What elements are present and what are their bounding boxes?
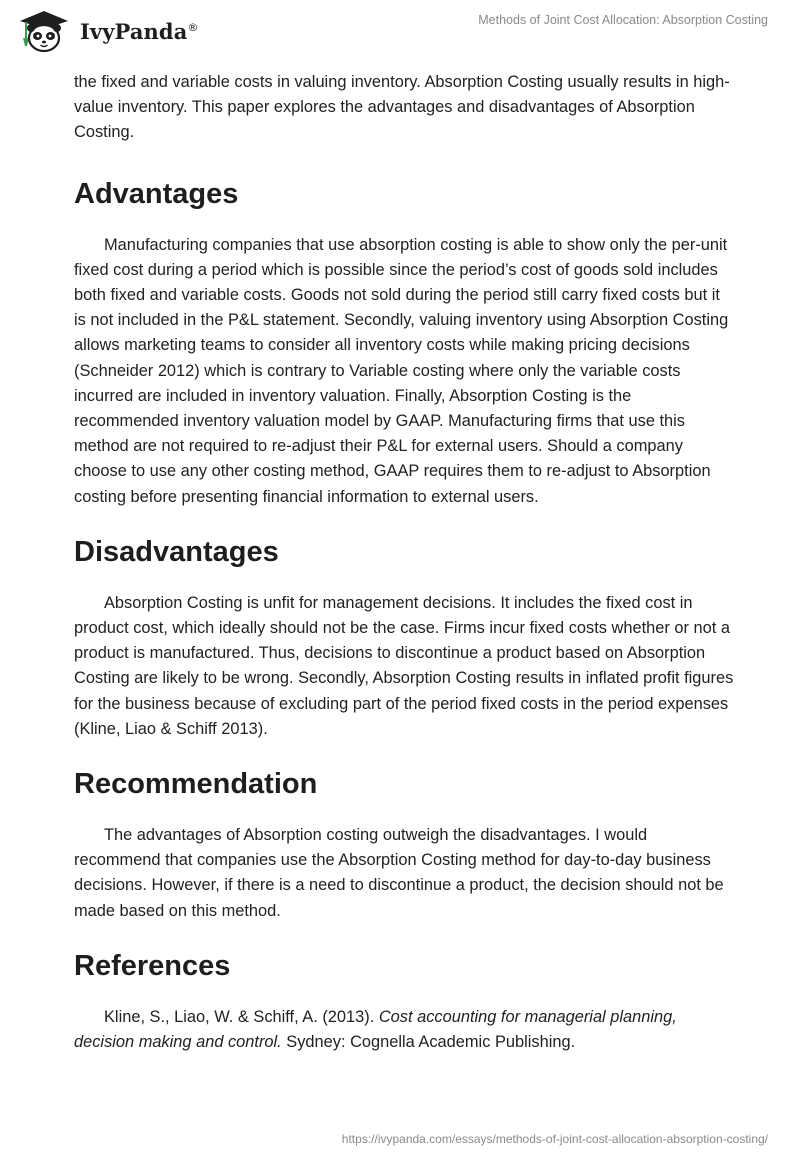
reference-authors: Kline, S., Liao, W. & Schiff, A. (2013). bbox=[104, 1007, 375, 1026]
reference-publisher: Sydney: Cognella Academic Publishing. bbox=[286, 1033, 576, 1052]
disadvantages-heading: Disadvantages bbox=[74, 535, 279, 568]
recommendation-heading: Recommendation bbox=[74, 768, 318, 801]
page-header bbox=[0, 0, 800, 64]
disadvantages-paragraph: Absorption Costing is unfit for management decisions. It includes the fixed cost in product cost, which ideally should not be the case. Firms incur fixed costs whether or not a product is manufactured. Thus, decisions to discontinue a product based on Absorption Costing are likely to be wrong. Secondly, Absorption Costing results in inflated profit figures for the business because of excluding part of the period fixed costs in the period expenses (Kline, Liao & Schiff 2013). bbox=[74, 593, 734, 738]
panda-graduate-icon bbox=[14, 8, 74, 54]
reference-title: Cost accounting for managerial planning, decision making and control. bbox=[74, 1007, 677, 1052]
ivypanda-logo[interactable] bbox=[14, 8, 199, 54]
document-title: Methods of Joint Cost Allocation: Absorption Costing bbox=[478, 13, 768, 27]
source-url[interactable]: https://ivypanda.com/essays/methods-of-joint-cost-allocation-absorption-costing/ bbox=[341, 1132, 768, 1146]
reference-entry bbox=[74, 1005, 734, 1055]
advantages-heading: Advantages bbox=[74, 177, 239, 210]
essay-body bbox=[74, 70, 734, 1055]
advantages-paragraph: Manufacturing companies that use absorption costing is able to show only the per-unit fixed cost during a period which is possible since the period’s cost of goods sold includes both fixed and variable costs. Goods not sold during the period still carry fixed costs but it is not included in the P&L statement. Secondly, valuing inventory using Absorption Costing allows marketing teams to consider all inventory costs while making pricing decisions (Schneider 2012) which is contrary to Variable costing where only the variable costs incurred are included in inventory valuation. Finally, Absorption Costing is the recommended inventory valuation model by GAAP. Manufacturing firms that use this method are not required to re-adjust their P&L for external users. Should a company choose to use any other costing method, GAAP requires them to re-adjust to Absorption costing before presenting financial information to external users. bbox=[74, 235, 729, 506]
intro-paragraph: the fixed and variable costs in valuing inventory. Absorption Costing usually results in high-value inventory. This paper explores the advantages and disadvantages of Absorption Costing. bbox=[74, 73, 730, 142]
references-heading: References bbox=[74, 949, 231, 982]
logo-wordmark: IvyPanda® bbox=[80, 18, 199, 44]
recommendation-paragraph: The advantages of Absorption costing outweigh the disadvantages. I would recommend that companies use the Absorption Costing method for day-to-day business decisions. However, if there is a need to discontinue a product, the decision should not be made based on this method. bbox=[74, 826, 724, 920]
